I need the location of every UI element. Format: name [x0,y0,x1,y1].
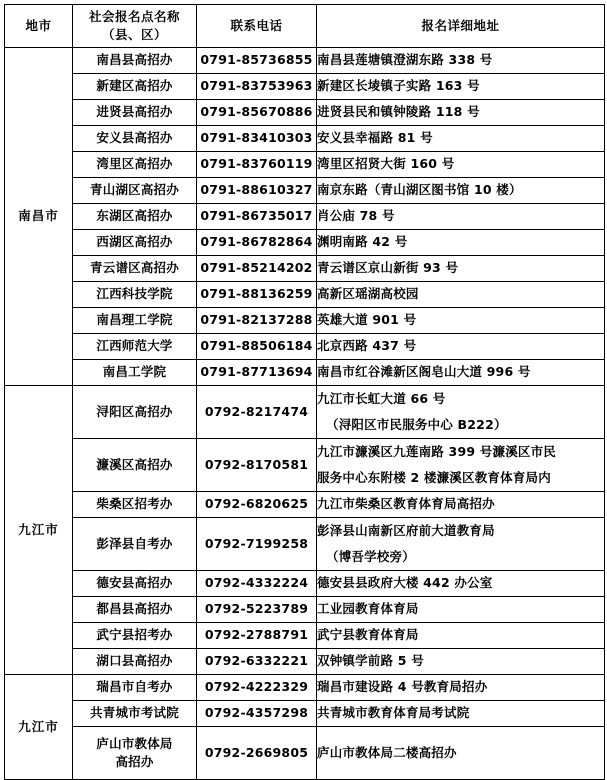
point-name-line: 庐山市教体局 [96,735,173,751]
point-name-line: 青山湖区高招办 [90,182,179,198]
header-row [5,5,605,48]
address-line: 高新区瑶湖高校园 [317,286,419,302]
cell-address [317,727,605,780]
table-row [5,152,605,178]
point-name-line: 武宁县招考办 [96,627,173,643]
table-row [5,439,605,492]
table-row [5,649,605,675]
table-row [5,126,605,152]
address-line [317,416,604,434]
cell-address [317,439,605,492]
cell-point-name [73,282,197,308]
cell-phone: 0792-5223789 [197,597,317,623]
cell-phone: 0791-85670886 [197,100,317,126]
cell-address [317,282,605,308]
cell-phone: 0791-88506184 [197,334,317,360]
cell-address [317,360,605,386]
point-name-line: 瑞昌市自考办 [96,679,173,695]
cell-point-name [73,649,197,675]
table-row [5,597,605,623]
table-row [5,230,605,256]
point-name-line: 东湖区高招办 [96,208,173,224]
address-line: 北京西路 437 号 [317,338,417,354]
column-header-phone-label: 联系电话 [230,17,283,33]
cell-point-name [73,178,197,204]
cell-address [317,701,605,727]
cell-address [317,48,605,74]
cell-phone: 0792-6332221 [197,649,317,675]
table-row [5,256,605,282]
address-line: 九江市长虹大道 66 号 [317,391,446,407]
point-name-line: 共青城市考试院 [90,705,179,721]
cell-point-name [73,308,197,334]
cell-point-name [73,701,197,727]
address-line: 庐山市教体局二楼高招办 [317,744,457,760]
cell-point-name [73,675,197,701]
cell-address [317,204,605,230]
address-line: 瑞昌市建设路 4 号教育局招办 [317,679,488,695]
cell-phone: 0791-86735017 [197,204,317,230]
cell-point-name [73,126,197,152]
point-name-line: 南昌理工学院 [96,312,173,328]
point-name-line: 新建区高招办 [96,78,173,94]
cell-phone: 0792-6820625 [197,492,317,518]
cell-address [317,178,605,204]
cell-phone: 0791-83760119 [197,152,317,178]
table-row [5,571,605,597]
point-name-line: 江西师范大学 [96,338,173,354]
cell-phone: 0792-2669805 [197,727,317,780]
cell-address [317,571,605,597]
address-line: 共青城市教育体育局考试院 [317,705,470,721]
table-row [5,334,605,360]
address-line: 工业园教育体育局 [317,601,419,617]
cell-address [317,649,605,675]
cell-address [317,126,605,152]
column-header-name-label-line1: 社会报名点名称 [88,8,180,24]
address-line: 武宁县教育体育局 [317,627,419,643]
table-row [5,675,605,701]
cell-point-name [73,48,197,74]
address-line: 青云谱区京山新街 93 号 [317,260,459,276]
cell-phone: 0792-4332224 [197,571,317,597]
address-line-text: （博吾学校旁） [326,548,415,564]
table-row [5,623,605,649]
cell-point-name [73,571,197,597]
cell-address [317,308,605,334]
column-header-phone [197,5,317,48]
cell-point-name [73,597,197,623]
registration-points-table [4,4,605,780]
cell-address [317,675,605,701]
cell-address [317,623,605,649]
cell-phone: 0791-88136259 [197,282,317,308]
point-name-line: 江西科技学院 [96,286,173,302]
address-line: 九江市濂溪区九莲南路 399 号濂溪区市民 [317,444,556,460]
address-line: 南京东路（青山湖区图书馆 10 楼） [317,182,522,198]
address-line: 肖公庙 78 号 [317,208,395,224]
column-header-address [317,5,605,48]
address-line: 九江市柴桑区教育体育局高招办 [317,496,495,512]
column-header-name [73,5,197,48]
cell-point-name [73,727,197,780]
cell-phone: 0792-4222329 [197,675,317,701]
point-name-line: 南昌县高招办 [96,52,173,68]
point-name-line: 安义县高招办 [96,130,173,146]
point-name-line: 彭泽县自考办 [96,535,173,551]
table-row [5,492,605,518]
cell-point-name [73,74,197,100]
address-line: 安义县幸福路 81 号 [317,130,433,146]
cell-phone: 0791-85736855 [197,48,317,74]
cell-point-name [73,100,197,126]
table-row [5,282,605,308]
point-name-line: 濂溪区高招办 [96,456,173,472]
table-row [5,204,605,230]
cell-point-name [73,334,197,360]
cell-point-name [73,492,197,518]
address-line: 南昌县莲塘镇澄湖东路 338 号 [317,52,493,68]
cell-address [317,492,605,518]
cell-phone: 0792-8170581 [197,439,317,492]
address-line: 双钟镇学前路 5 号 [317,653,424,669]
point-name-line: 都昌县高招办 [96,601,173,617]
point-name-line: 进贤县高招办 [96,104,173,120]
cell-address [317,230,605,256]
point-name-line: 湾里区高招办 [96,156,173,172]
cell-address [317,518,605,571]
cell-address [317,256,605,282]
point-name-line: 青云谱区高招办 [90,260,179,276]
cell-phone: 0792-8217474 [197,386,317,439]
cell-city: 九江市 [5,386,73,675]
cell-point-name [73,360,197,386]
cell-phone: 0792-2788791 [197,623,317,649]
table-row [5,727,605,780]
address-line: 服务中心东附楼 2 楼濂溪区教育体育局内 [317,469,551,485]
cell-phone: 0791-85214202 [197,256,317,282]
point-name-line: 高招办 [115,754,154,769]
address-line: 湾里区招贤大街 160 号 [317,156,455,172]
table-row [5,48,605,74]
cell-point-name [73,204,197,230]
cell-point-name [73,152,197,178]
cell-point-name [73,386,197,439]
table-header [5,5,605,48]
cell-city: 南昌市 [5,48,73,386]
address-line: 进贤县民和镇钟陵路 118 号 [317,104,480,120]
point-name-line: 浔阳区高招办 [96,403,173,419]
table-row [5,100,605,126]
table-row [5,74,605,100]
cell-address [317,597,605,623]
point-name-line: 湖口县高招办 [96,653,173,669]
table-row [5,518,605,571]
cell-phone: 0792-7199258 [197,518,317,571]
point-name-line: 柴桑区招考办 [96,496,173,512]
cell-phone: 0791-82137288 [197,308,317,334]
cell-address [317,334,605,360]
column-header-city-label: 地市 [25,17,52,33]
cell-city: 九江市 [5,675,73,780]
cell-point-name [73,256,197,282]
cell-phone: 0792-4357298 [197,701,317,727]
cell-address [317,74,605,100]
cell-address [317,152,605,178]
column-header-city [5,5,73,48]
address-line: 南昌市红谷滩新区阁皂山大道 996 号 [317,364,531,380]
table-row [5,178,605,204]
address-line-text: （浔阳区市民服务中心 B222） [326,416,507,432]
address-line: 新建区长堎镇子实路 163 号 [317,78,480,94]
cell-phone: 0791-86782864 [197,230,317,256]
column-header-address-label: 报名详细地址 [421,17,500,33]
address-line [317,548,604,566]
table-row [5,360,605,386]
cell-address [317,386,605,439]
cell-phone: 0791-88610327 [197,178,317,204]
cell-point-name [73,623,197,649]
cell-point-name [73,230,197,256]
point-name-line: 德安县高招办 [96,575,173,591]
table-row [5,308,605,334]
table-row [5,701,605,727]
point-name-line: 南昌工学院 [102,364,167,380]
cell-phone: 0791-87713694 [197,360,317,386]
address-line: 渊明南路 42 号 [317,234,408,250]
cell-phone: 0791-83753963 [197,74,317,100]
table-row [5,386,605,439]
address-line: 德安县县政府大楼 442 办公室 [317,575,493,591]
address-line: 英雄大道 901 号 [317,312,417,328]
cell-point-name [73,439,197,492]
table-body [5,48,605,780]
cell-phone: 0791-83410303 [197,126,317,152]
address-line: 彭泽县山南新区府前大道教育局 [317,523,495,539]
cell-address [317,100,605,126]
cell-point-name [73,518,197,571]
point-name-line: 西湖区高招办 [96,234,173,250]
column-header-name-label-line2: （县、区） [101,27,167,42]
